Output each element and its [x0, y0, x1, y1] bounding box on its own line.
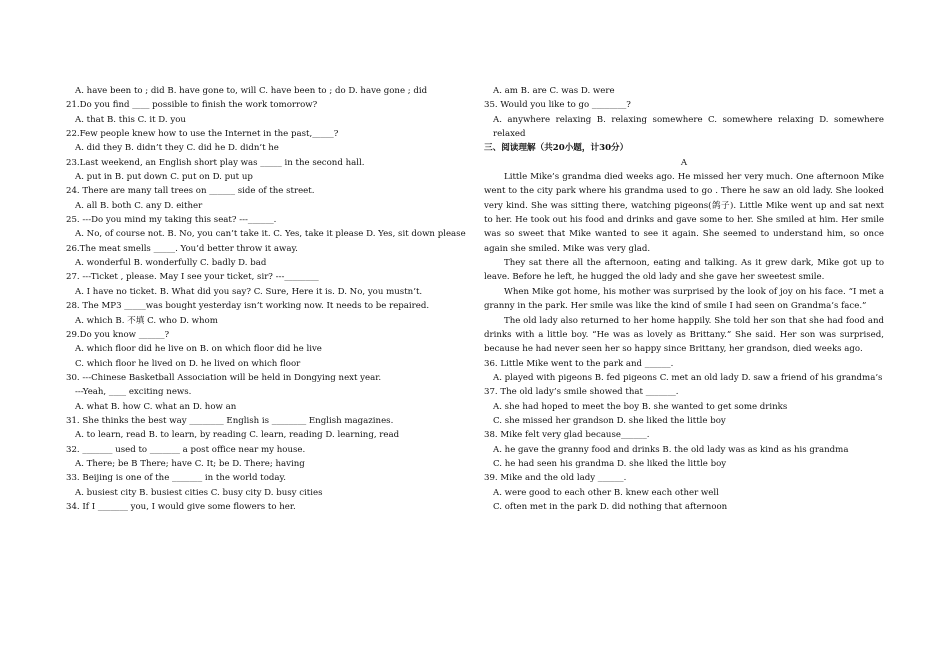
left-line: 34. If I _______ you, I would give some flowers to her. — [66, 501, 296, 512]
right-line: C. he had seen his grandma D. she liked the little boy — [493, 458, 727, 469]
right-line: A — [680, 157, 688, 168]
left-line: A. which B. 不填 C. who D. whom — [75, 315, 218, 326]
right-line: 37. The old lady’s smile showed that _______. — [484, 387, 679, 398]
left-line: A. put in B. put down C. put on D. put up — [75, 172, 253, 183]
left-line: 30. ---Chinese Basketball Association will be held in Dongying next year. — [66, 372, 382, 383]
left-line: A. which floor did he live on B. on which floor did he live — [75, 344, 322, 355]
left-line: 21.Do you find ____ possible to finish the work tomorrow? — [66, 100, 318, 111]
left-line: 31. She thinks the best way ________ English is ________ English magazines. — [66, 415, 394, 426]
right-line: C. she missed her grandson D. she liked the little boy — [493, 415, 726, 426]
left-line: A. to learn, read B. to learn, by reading C. learn, reading D. learning, read — [75, 430, 400, 441]
right-column — [484, 84, 884, 514]
right-line: When Mike got home, his mother was surprised by the look of joy on his face. “I met a granny in the park. Her smile was like the kind of smile I had seen on Grandma’s face.” — [484, 286, 884, 312]
left-line: A. have been to ; did B. have gone to, will C. have been to ; do D. have gone ; did — [75, 86, 428, 96]
right-line: 39. Mike and the old lady ______. — [484, 473, 627, 484]
left-line: A. I have no ticket. B. What did you say? C. Sure, Here it is. D. No, you mustn’t. — [75, 286, 423, 297]
right-line: 35. Would you like to go ________? — [484, 100, 631, 111]
left-line: 32. _______ used to _______ a post office near my house. — [66, 444, 306, 455]
right-line: A. anywhere relaxing B. relaxing somewhere C. somewhere relaxing D. somewhere relaxed — [493, 114, 884, 140]
left-line: A. that B. this C. it D. you — [75, 114, 186, 125]
right-line: A. were good to each other B. knew each other well — [493, 487, 719, 498]
left-line: A. what B. how C. what an D. how an — [75, 401, 237, 412]
left-line: 25. ---Do you mind my taking this seat? ---______. — [66, 215, 277, 226]
left-column — [66, 84, 466, 514]
left-line: A. No, of course not. B. No, you can’t take it. C. Yes, take it please D. Yes, sit down please — [75, 229, 466, 240]
right-line: A. he gave the granny food and drinks B. the old lady was as kind as his grandma — [493, 444, 849, 455]
left-line: C. which floor he lived on D. he lived on which floor — [75, 358, 301, 369]
right-line: A. am B. are C. was D. were — [493, 86, 615, 96]
left-line: 33. Beijing is one of the _______ in the world today. — [66, 473, 286, 484]
left-line: 23.Last weekend, an English short play was _____ in the second hall. — [66, 157, 365, 168]
left-line: A. wonderful B. wonderfully C. badly D. bad — [75, 258, 267, 269]
right-line: A. played with pigeons B. fed pigeons C. met an old lady D. saw a friend of his grandma’s — [493, 372, 883, 383]
right-line: 36. Little Mike went to the park and ______. — [484, 358, 674, 369]
left-line: ---Yeah, ____ exciting news. — [75, 387, 192, 398]
right-line: C. often met in the park D. did nothing that afternoon — [493, 501, 728, 512]
left-line: 27. ---Ticket , please. May I see your ticket, sir? ---________ — [66, 272, 319, 283]
left-line: 24. There are many tall trees on ______ side of the street. — [66, 186, 315, 197]
right-line: The old lady also returned to her home happily. She told her son that she had food and drinks with a little boy. “He was as lovely as Brittany.” She said. Her son was surprised, because he had never seen her so happy since Brittany, her grandson, died weeks ago. — [484, 315, 884, 355]
right-line: 三、阅读理解（共20小题，计30分） — [484, 143, 629, 154]
left-line: 29.Do you know ______? — [66, 329, 170, 340]
right-line: Little Mike’s grandma died weeks ago. He missed her very much. One afternoon Mike went to the city park where his grandma used to go . There he saw an old lady. She looked very kind. She was sitting there, watching pigeons(鸽子). Little Mike went up and sat next to her. He took out his food and drinks and gave some to her. She smiled at him. Her smile was so sweet that Mike wanted to see it again. She seemed to understand him, so once again she smiled. Mike was very glad. — [484, 172, 884, 254]
left-line: 26.The meat smells _____. You’d better throw it away. — [66, 243, 298, 254]
left-line: A. did they B. didn’t they C. did he D. didn’t he — [75, 143, 279, 154]
left-line: A. all B. both C. any D. either — [75, 200, 203, 211]
left-line: A. There; be B There; have C. It; be D. There; having — [75, 458, 305, 469]
right-line: A. she had hoped to meet the boy B. she wanted to get some drinks — [493, 401, 788, 412]
left-line: A. busiest city B. busiest cities C. busy city D. busy cities — [75, 487, 323, 498]
left-line: 22.Few people knew how to use the Internet in the past,_____? — [66, 129, 339, 140]
right-line: 38. Mike felt very glad because______. — [484, 430, 650, 441]
left-line: 28. The MP3 _____was bought yesterday isn’t working now. It needs to be repaired. — [66, 301, 430, 312]
right-line: They sat there all the afternoon, eating and talking. As it grew dark, Mike got up to leave. Before he left, he hugged the old lady and she gave her sweetest smile. — [484, 258, 884, 283]
